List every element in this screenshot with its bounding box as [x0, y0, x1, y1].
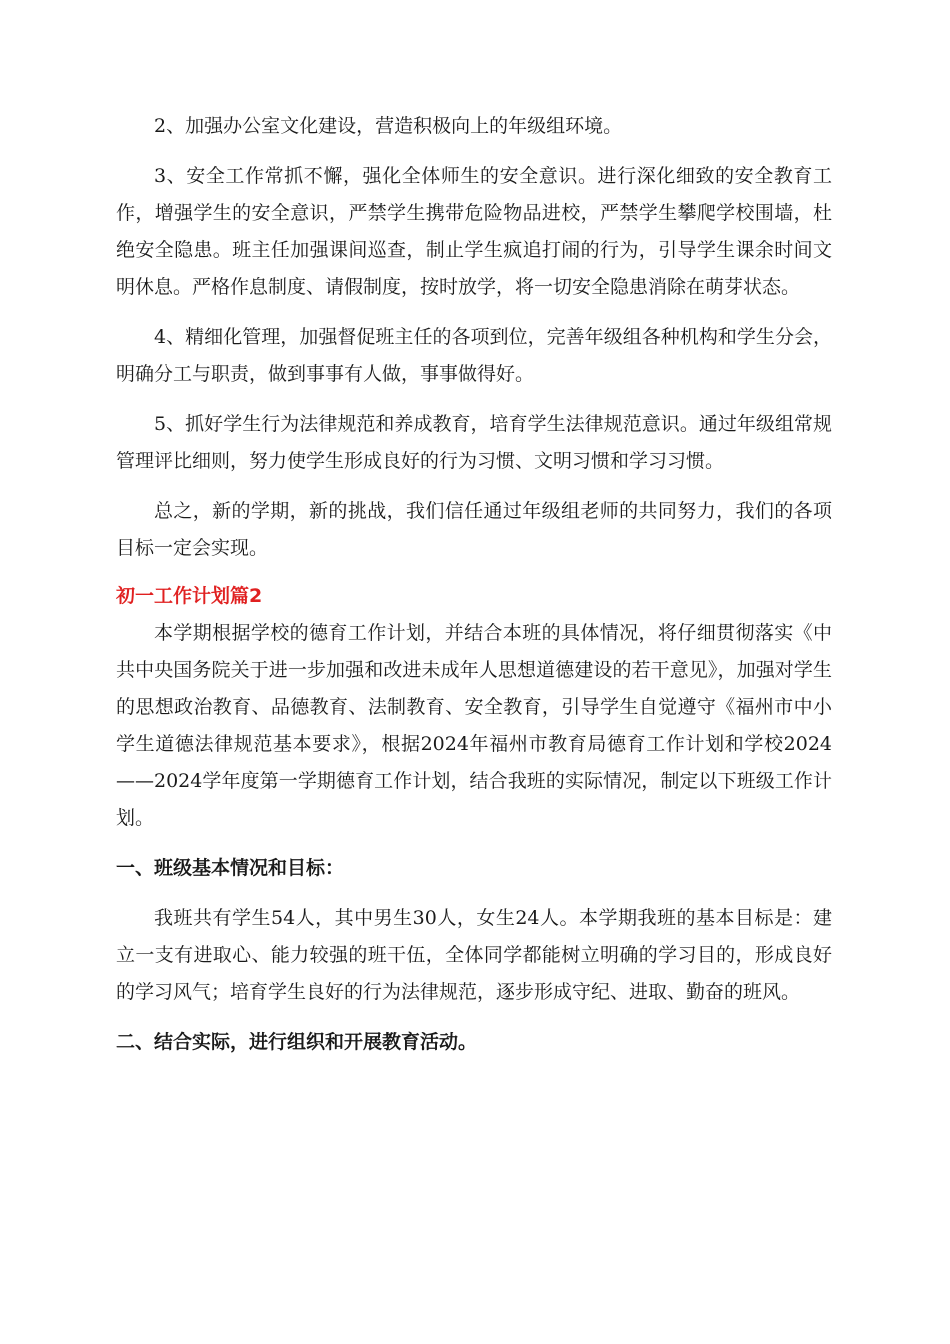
heading-basic-situation: 一、班级基本情况和目标：	[116, 857, 345, 879]
document-body	[116, 108, 832, 1061]
section-intro: 本学期根据学校的德育工作计划，并结合本班的具体情况，将仔细贯彻落实《中共中央国务院关于进一步加强和改进未成年人思想道德建设的若干意见》，加强对学生的思想政治教育、品德教育、法制教育、安全教育，引导学生自觉遵守《福州市中小学生道德法律规范基本要求》，根据2024年福州市教育局德育工作计划和学校2024——2024学年度第一学期德育工作计划，结合我班的实际情况，制定以下班级工作计划。	[116, 622, 832, 829]
section-title: 初一工作计划篇2	[116, 585, 263, 607]
paragraph-summary: 总之，新的学期，新的挑战，我们信任通过年级组老师的共同努力，我们的各项目标一定会实现。	[116, 500, 832, 559]
paragraph-item-3: 3、安全工作常抓不懈，强化全体师生的安全意识。进行深化细致的安全教育工作，增强学生的安全意识，严禁学生携带危险物品进校，严禁学生攀爬学校围墙，杜绝安全隐患。班主任加强课间巡查，制止学生疯追打闹的行为，引导学生课余时间文明休息。严格作息制度、请假制度，按时放学，将一切安全隐患消除在萌芽状态。	[116, 165, 832, 298]
heading-activities: 二、结合实际，进行组织和开展教育活动。	[116, 1031, 478, 1053]
paragraph-item-5: 5、抓好学生行为法律规范和养成教育，培育学生法律规范意识。通过年级组常规管理评比细则，努力使学生形成良好的行为习惯、文明习惯和学习习惯。	[116, 413, 832, 472]
paragraph-item-4: 4、精细化管理，加强督促班主任的各项到位，完善年级组各种机构和学生分会，明确分工与职责，做到事事有人做，事事做得好。	[116, 326, 832, 385]
basic-situation-body: 我班共有学生54人，其中男生30人，女生24人。本学期我班的基本目标是：建立一支有进取心、能力较强的班干伍，全体同学都能树立明确的学习目的，形成良好的学习风气；培育学生良好的行为法律规范，逐步形成守纪、进取、勤奋的班风。	[116, 907, 832, 1003]
paragraph-item-2: 2、加强办公室文化建设，营造积极向上的年级组环境。	[154, 115, 623, 137]
